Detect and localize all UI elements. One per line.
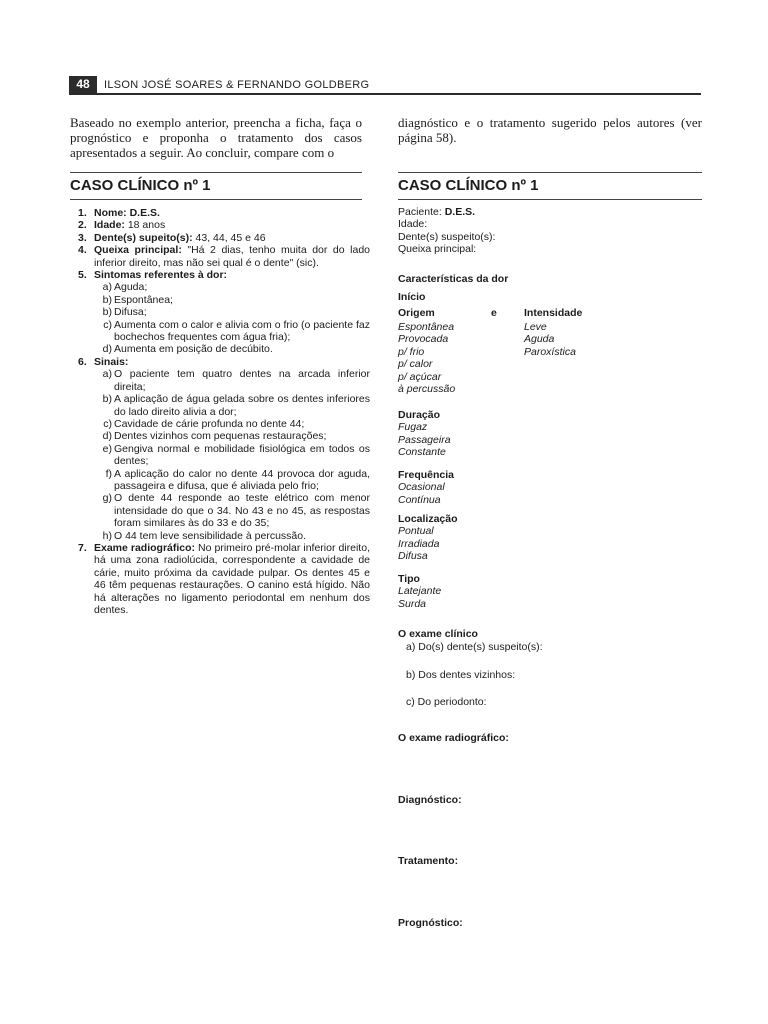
duracao-item: Passageira bbox=[398, 433, 451, 446]
radiographic-exam-label: O exame radiográfico: bbox=[398, 732, 509, 744]
sub-letter: b) bbox=[102, 306, 112, 319]
running-header-authors: ILSON JOSÉ SOARES & FERNANDO GOLDBERG bbox=[104, 79, 370, 91]
list-item-age bbox=[70, 219, 370, 231]
origem-list bbox=[398, 321, 455, 395]
prognosis-label: Prognóstico: bbox=[398, 917, 463, 929]
sub-item bbox=[70, 443, 370, 468]
intensidade-label: Intensidade bbox=[524, 307, 583, 319]
sub-item bbox=[70, 281, 370, 293]
sub-item bbox=[70, 306, 370, 318]
suspect-teeth-label: Dente(s) suspeito(s): bbox=[398, 230, 496, 243]
list-label: Exame radiográfico: bbox=[94, 541, 196, 554]
sub-text: A aplicação do calor no dente 44 provoca dor aguda, passageira e difusa, que é aliviada pelo frio; bbox=[114, 467, 370, 492]
list-label: Nome: bbox=[94, 207, 127, 219]
treatment-label: Tratamento: bbox=[398, 855, 459, 867]
sub-letter: g) bbox=[102, 492, 112, 505]
list-item-symptoms bbox=[70, 269, 370, 281]
sub-letter: a) bbox=[102, 281, 112, 294]
list-item-complaint bbox=[70, 244, 370, 269]
diagnosis-label: Diagnóstico: bbox=[398, 794, 462, 806]
localizacao-block bbox=[398, 513, 458, 563]
duracao-item: Constante bbox=[398, 446, 446, 459]
frequencia-item: Ocasional bbox=[398, 481, 445, 494]
list-number: 2. bbox=[78, 219, 87, 232]
list-number: 6. bbox=[78, 355, 87, 368]
sub-item bbox=[70, 468, 370, 493]
list-item-name bbox=[70, 207, 370, 219]
case-left-top-rule bbox=[70, 172, 362, 173]
sub-text: Aguda; bbox=[114, 281, 148, 294]
localizacao-item: Irradiada bbox=[398, 537, 440, 550]
pain-characteristics-title: Características da dor bbox=[398, 273, 509, 285]
complaint-label: Queixa principal: bbox=[398, 243, 477, 256]
page-number: 48 bbox=[69, 76, 97, 93]
list-value: 43, 44, 45 e 46 bbox=[192, 231, 266, 244]
sub-letter: b) bbox=[102, 393, 112, 406]
sub-letter: h) bbox=[102, 529, 112, 542]
list-label: Dente(s) supeito(s): bbox=[94, 231, 193, 244]
sub-text: Dentes vizinhos com pequenas restaurações; bbox=[114, 430, 327, 443]
list-number: 4. bbox=[78, 244, 87, 257]
case-left-list bbox=[70, 207, 370, 616]
case-right-bottom-rule bbox=[398, 199, 702, 200]
duracao-block bbox=[398, 409, 451, 459]
sub-letter: c) bbox=[103, 417, 112, 430]
tipo-label: Tipo bbox=[398, 573, 420, 585]
sub-item bbox=[70, 343, 370, 355]
intro-text-left: Baseado no exemplo anterior, preencha a ficha, faça o prognóstico e proponha o tratamento dos casos apresentados a seguir. Ao concluir, compare com o bbox=[70, 115, 362, 160]
sub-text: O dente 44 responde ao teste elétrico com menor intensidade do que o 34. No 43 e no 45, as respostas foram similares às do 33 e do 35; bbox=[114, 492, 370, 530]
sub-text: Cavidade de cárie profunda no dente 44; bbox=[114, 417, 305, 430]
list-label: Sintomas referentes à dor: bbox=[94, 269, 228, 282]
list-number: 5. bbox=[78, 269, 87, 282]
patient-line bbox=[398, 206, 698, 218]
clinical-exam-label: O exame clínico bbox=[398, 628, 478, 640]
list-label: Sinais: bbox=[94, 355, 129, 368]
sub-item bbox=[70, 492, 370, 529]
localizacao-label: Localização bbox=[398, 513, 458, 525]
origem-item: à percussão bbox=[398, 383, 456, 396]
sub-text: Aumenta em posição de decúbito. bbox=[114, 343, 273, 356]
intensidade-item: Leve bbox=[524, 321, 547, 333]
inicio-label: Início bbox=[398, 291, 426, 303]
sub-item bbox=[70, 294, 370, 306]
list-label: Idade: bbox=[94, 219, 125, 232]
list-number: 3. bbox=[78, 231, 87, 244]
intro-text-right: diagnóstico e o tratamento sugerido pelos autores (ver página 58). bbox=[398, 115, 702, 145]
patient-value: D.E.S. bbox=[444, 206, 476, 218]
origem-item: p/ calor bbox=[398, 358, 433, 371]
intensidade-item: Aguda bbox=[524, 333, 555, 346]
header-rule bbox=[69, 93, 701, 95]
list-number: 1. bbox=[78, 207, 87, 219]
list-value: D.E.S. bbox=[126, 207, 160, 219]
frequencia-block bbox=[398, 469, 454, 506]
case-right-title: CASO CLÍNICO nº 1 bbox=[398, 177, 539, 194]
frequencia-label: Frequência bbox=[398, 469, 455, 481]
sub-letter: c) bbox=[103, 318, 112, 331]
patient-label: Paciente: bbox=[398, 206, 442, 218]
clinical-exam-b: b) Dos dentes vizinhos: bbox=[406, 669, 516, 681]
duracao-item: Fugaz bbox=[398, 421, 428, 434]
case-right-top-rule bbox=[398, 172, 702, 173]
sub-text: Espontânea; bbox=[114, 293, 173, 306]
origem-item: Espontânea bbox=[398, 321, 455, 333]
clinical-exam-c: c) Do periodonto: bbox=[406, 696, 487, 708]
list-value: 18 anos bbox=[124, 219, 166, 232]
sub-item bbox=[70, 530, 370, 542]
sub-item bbox=[70, 430, 370, 442]
sub-text: Gengiva normal e mobilidade fisiológica em todos os dentes; bbox=[114, 442, 370, 468]
sub-item bbox=[70, 418, 370, 430]
case-left-title: CASO CLÍNICO nº 1 bbox=[70, 177, 211, 194]
sub-item bbox=[70, 368, 370, 393]
duracao-label: Duração bbox=[398, 409, 441, 421]
patient-block bbox=[398, 206, 698, 256]
sub-letter: a) bbox=[102, 368, 112, 381]
sub-text: Aumenta com o calor e alivia com o frio (o paciente faz bochechos frequentes com água fria); bbox=[114, 318, 370, 344]
list-item-signs bbox=[70, 356, 370, 368]
localizacao-item: Pontual bbox=[398, 525, 434, 538]
sub-item bbox=[70, 393, 370, 418]
sub-text: A aplicação de água gelada sobre os dentes inferiores do lado direito alivia a dor; bbox=[114, 393, 370, 418]
sub-letter: b) bbox=[102, 293, 112, 306]
list-label: Queixa principal: bbox=[94, 244, 182, 257]
list-number: 7. bbox=[78, 541, 87, 554]
list-item-suspect-teeth bbox=[70, 232, 370, 244]
origem-item: Provocada bbox=[398, 333, 449, 346]
tipo-block bbox=[398, 573, 441, 610]
tipo-item: Surda bbox=[398, 597, 427, 610]
sub-letter: d) bbox=[102, 430, 112, 443]
tipo-item: Latejante bbox=[398, 585, 442, 598]
sub-letter: f) bbox=[105, 467, 112, 480]
case-left-bottom-rule bbox=[70, 199, 362, 200]
localizacao-item: Difusa bbox=[398, 550, 428, 563]
origem-label: Origem bbox=[398, 307, 435, 319]
and-label: e bbox=[491, 307, 497, 319]
frequencia-item: Contínua bbox=[398, 493, 441, 506]
origem-item: p/ frio bbox=[398, 345, 425, 358]
sub-text: Difusa; bbox=[114, 306, 147, 319]
age-label: Idade: bbox=[398, 218, 428, 231]
sub-text: O 44 tem leve sensibilidade à percussão. bbox=[114, 529, 307, 542]
list-value: "Há 2 dias, tenho muita dor do lado inferior direito, mas não sei qual é o dente" (sic). bbox=[94, 244, 370, 269]
intensidade-list bbox=[524, 321, 576, 358]
sub-text: O paciente tem quatro dentes na arcada inferior direita; bbox=[114, 368, 370, 393]
origem-item: p/ açúcar bbox=[398, 370, 442, 383]
intensidade-item: Paroxística bbox=[524, 345, 576, 358]
list-item-radiographic bbox=[70, 542, 370, 616]
clinical-exam-a: a) Do(s) dente(s) suspeito(s): bbox=[406, 641, 543, 653]
list-value: No primeiro pré-molar inferior direito, há uma zona radiolúcida, correspondente a cavidade de cárie, muito próxima da cavidade pulpar. Os dentes 45 e 46 têm pequenas restaurações. O canino está hígido. Não há alterações no ligamento periodontal em nenhum dos dentes. bbox=[94, 541, 370, 616]
sub-letter: e) bbox=[102, 442, 112, 455]
sub-item bbox=[70, 319, 370, 344]
sub-letter: d) bbox=[102, 343, 112, 356]
